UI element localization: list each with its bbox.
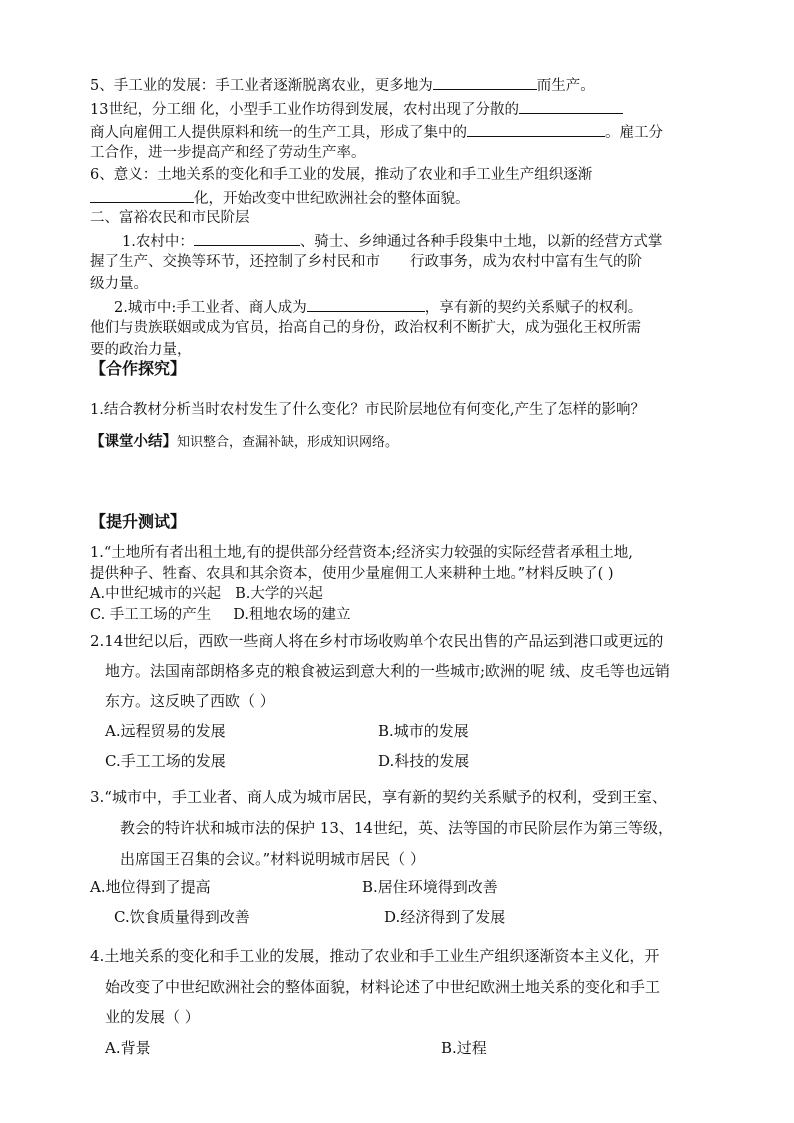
- test-q1-text-2: 提供种子、牲畜、农具和其余资本，使用少量雇佣工人来耕种土地。”材料反映了( ): [90, 566, 614, 582]
- fill-blank-3[interactable]: [467, 121, 605, 137]
- summary-text: 知识整合，查漏补缺，形成知识网络。: [177, 435, 399, 450]
- cooperation-question-1-text: 1.结合教材分析当时农村发生了什么变化？市民阶层地位有何变化,产生了怎样的影响？: [90, 402, 645, 418]
- test-q1-line-2: [90, 564, 614, 584]
- test-q3-option-b[interactable]: B.居住环境得到改善: [362, 878, 498, 896]
- test-q2-line-3: [105, 691, 275, 711]
- section-two-title-text: 二、富裕农民和市民阶层: [90, 210, 250, 226]
- point-6-text: 6、意义：土地关系的变化和手工业的发展，推动了农业和手工业生产组织逐渐: [90, 167, 593, 183]
- summary-line: [90, 432, 398, 453]
- test-q2-option-b-row: [378, 721, 469, 741]
- test-q3-text-3: 出席国王召集的会议。”材料说明城市居民（ ）: [120, 850, 425, 868]
- test-q4-line-2: [105, 977, 660, 997]
- point-6b-line: [90, 187, 470, 209]
- test-q2-line-1: [90, 631, 663, 651]
- test-q3-option-a-row: [90, 877, 211, 897]
- test-q3-text-1: 3.“城市中，手工业者、商人成为城市居民，享有新的契约关系赋予的权利，受到王室、: [90, 788, 667, 806]
- test-q4-option-b[interactable]: B.过程: [441, 1039, 487, 1057]
- urban-line-2: [90, 318, 641, 338]
- summary-title: 【课堂小结】: [90, 434, 177, 450]
- test-q1-option-c[interactable]: C. 手工工场的产生: [90, 607, 212, 623]
- fill-blank-2[interactable]: [519, 98, 623, 114]
- test-q3-line-1: [90, 787, 667, 807]
- cooperation-heading: 【合作探究】: [90, 359, 187, 378]
- point-5d-text: 工合作，进一步提高产和经了劳动生产率。: [90, 145, 366, 161]
- fill-blank-5[interactable]: [194, 230, 300, 246]
- point-6b-text: 化，开始改变中世纪欧洲社会的整体面貌。: [194, 191, 470, 207]
- test-q3-option-d[interactable]: D.经济得到了发展: [384, 908, 506, 926]
- test-q2-text-1: 2.14世纪以后，西欧一些商人将在乡村市场收购单个农民出售的产品运到港口或更远的: [90, 632, 664, 650]
- rural-line-3-text: 级力量。: [90, 276, 148, 292]
- rural-line-2: [90, 252, 642, 272]
- test-q1-line-1: [90, 543, 633, 563]
- rural-line-3: [90, 274, 148, 294]
- test-q3-option-d-row: [384, 907, 505, 927]
- point-5-suffix: 而生产。: [536, 78, 595, 94]
- test-q4-text-3: 业的发展（ ）: [105, 1008, 200, 1026]
- test-q4-line-1: [90, 946, 659, 966]
- fill-blank-1[interactable]: [433, 74, 537, 90]
- point-5-line: [90, 74, 595, 96]
- fill-blank-6[interactable]: [307, 296, 425, 312]
- test-q2-option-c[interactable]: C.手工工场的发展: [105, 752, 226, 770]
- rural-line-2-a: 握了生产、交换等环节，还控制了乡村民和市: [90, 254, 380, 270]
- test-q2-option-d[interactable]: D.科技的发展: [378, 752, 470, 770]
- test-q4-option-a-row: [105, 1038, 151, 1058]
- cooperation-question-1: [90, 400, 645, 420]
- point-5d-line: [90, 143, 366, 163]
- test-q3-option-c-row: [114, 907, 250, 927]
- test-q1-option-b[interactable]: B.大学的兴起: [235, 586, 323, 602]
- rural-label: 1.农村中：: [122, 234, 194, 250]
- test-heading: 【提升测试】: [90, 512, 187, 531]
- section-two-title: [90, 208, 250, 228]
- test-q4-text-2: 始改变了中世纪欧洲社会的整体面貌，材料论述了中世纪欧洲土地关系的变化和手工: [105, 978, 661, 996]
- test-q3-text-2: 教会的特许状和城市法的保护 13、14世纪，英、法等国的市民阶层作为第三等级，: [120, 819, 673, 837]
- urban-text: ，享有新的契约关系赋子的权利。: [424, 300, 643, 316]
- point-5c-text: 商人向雇佣工人提供原料和统一的生产工具，形成了集中的: [90, 125, 467, 141]
- test-q3-option-b-row: [362, 877, 498, 897]
- test-q2-option-c-row: [105, 751, 226, 771]
- test-q3-line-3: [120, 849, 425, 869]
- point-5c-suffix: 。雇工分: [605, 125, 663, 141]
- test-q1-option-a[interactable]: A.中世纪城市的兴起: [90, 586, 222, 602]
- test-q2-text-2: 地方。法国南部朗格多克的粮食被运到意大利的一些城市;欧洲的呢 绒、皮毛等也远销: [105, 662, 670, 680]
- point-5b-line: [90, 98, 623, 120]
- test-q1-text-1: 1.“土地所有者出租土地,有的提供部分经营资本;经济实力较强的实际经营者承租土地,: [90, 545, 633, 561]
- rural-line-2-b: 行政事务，成为农村中富有生气的阶: [410, 254, 642, 270]
- test-q4-line-3: [105, 1007, 200, 1027]
- test-q2-option-b[interactable]: B.城市的发展: [378, 722, 469, 740]
- point-6-line: [90, 165, 592, 185]
- test-q4-text-1: 4.土地关系的变化和手工业的发展，推动了农业和手工业生产组织逐渐资本主义化，开: [90, 947, 660, 965]
- test-q2-line-2: [105, 661, 670, 681]
- point-5b-text: 13世纪，分工细 化，小型手工业作坊得到发展，农村出现了分散的: [90, 102, 520, 118]
- rural-text: 、骑士、乡绅通过各种手段集中土地，以新的经营方式掌: [299, 234, 663, 250]
- point-5c-line: [90, 121, 663, 143]
- test-q3-option-c[interactable]: C.饮食质量得到改善: [114, 908, 250, 926]
- test-q1-options-cd: [90, 605, 351, 625]
- test-q1-options-ab: [90, 584, 323, 604]
- test-q3-option-a[interactable]: A.地位得到了提高: [90, 878, 211, 896]
- urban-label: 2.城市中:手工业者、商人成为: [114, 300, 307, 316]
- point-5-text: 5、手工业的发展：手工业者逐渐脱离农业，更多地为: [90, 78, 433, 94]
- test-q2-option-d-row: [378, 751, 469, 771]
- fill-blank-4[interactable]: [90, 187, 194, 203]
- test-q3-line-2: [120, 818, 673, 838]
- urban-line-3-text: 要的政治力量，: [90, 342, 192, 358]
- test-q2-text-3: 东方。这反映了西欧（ ）: [105, 692, 275, 710]
- rural-line-1: [122, 230, 662, 252]
- urban-line-3: [90, 340, 192, 360]
- urban-line-1: [114, 296, 642, 318]
- test-q2-option-a[interactable]: A.远程贸易的发展: [105, 722, 226, 740]
- test-q2-option-a-row: [105, 721, 226, 741]
- test-q1-option-d[interactable]: D.租地农场的建立: [233, 607, 351, 623]
- urban-line-2-text: 他们与贵族联姻或成为官员，抬高自己的身份，政治权利不断扩大，成为强化王权所需: [90, 320, 641, 336]
- test-q4-option-b-row: [441, 1038, 487, 1058]
- test-q4-option-a[interactable]: A.背景: [105, 1039, 151, 1057]
